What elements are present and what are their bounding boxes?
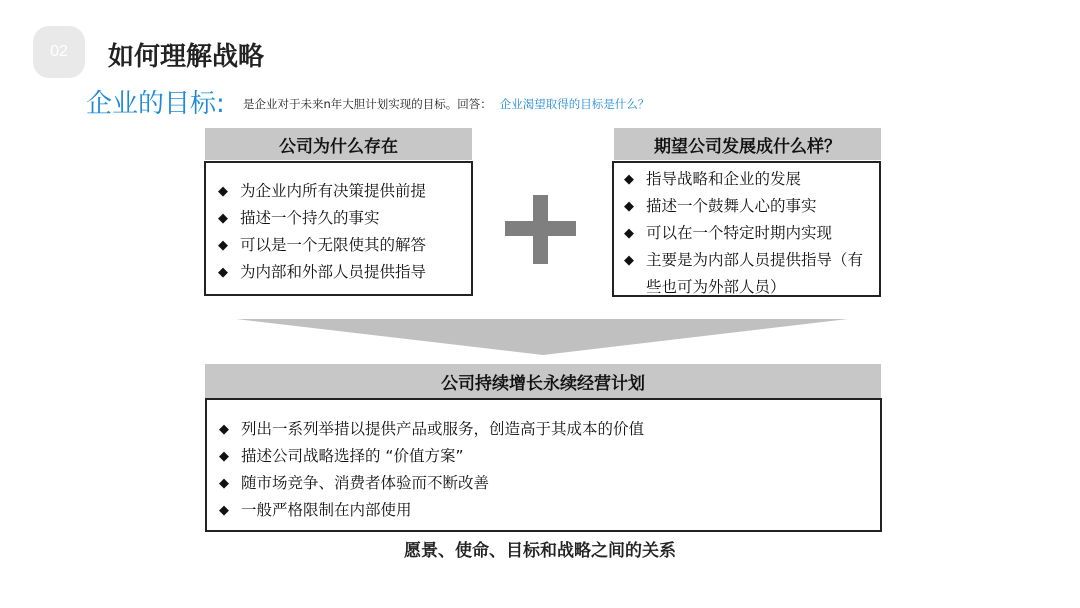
list-item-text: 为企业内所有决策提供前提 — [240, 182, 427, 200]
list-item-text: 随市场竞争、消费者体验而不断改善 — [241, 474, 490, 492]
list-item — [219, 416, 880, 443]
goal-question: 企业渴望取得的目标是什么？ — [499, 97, 650, 111]
diamond-bullet-icon: ◆ — [219, 503, 229, 518]
list-item — [218, 205, 471, 232]
list-item-text: 主要是为内部人员提供指导（有些也可为外部人员） — [646, 251, 864, 296]
diagram-caption: 愿景、使命、目标和战略之间的关系 — [404, 541, 676, 561]
diamond-bullet-icon: ◆ — [624, 172, 634, 187]
list-item — [218, 232, 471, 259]
diamond-bullet-icon: ◆ — [624, 226, 634, 241]
diamond-bullet-icon: ◆ — [218, 211, 228, 226]
list-item-text: 可以在一个特定时期内实现 — [646, 224, 833, 242]
diamond-bullet-icon: ◆ — [218, 238, 228, 253]
plus-icon-vertical — [533, 195, 548, 264]
diamond-bullet-icon: ◆ — [219, 449, 229, 464]
goal-description — [243, 96, 649, 112]
diamond-bullet-icon: ◆ — [219, 422, 229, 437]
goal-label: 企业的目标: — [86, 89, 225, 119]
list-item — [219, 497, 880, 524]
list-item — [624, 193, 871, 220]
list-item-text: 可以是一个无限使其的解答 — [240, 236, 427, 254]
expectation-header: 期望公司发展成什么样？ — [614, 128, 881, 160]
diamond-bullet-icon: ◆ — [218, 265, 228, 280]
list-item-text: 一般严格限制在内部使用 — [241, 501, 412, 519]
list-item-text: 指导战略和企业的发展 — [646, 170, 802, 188]
list-item — [219, 470, 880, 497]
list-item — [624, 247, 871, 301]
list-item — [624, 166, 871, 193]
diamond-bullet-icon: ◆ — [624, 253, 634, 268]
strategy-plan-header: 公司持续增长永续经营计划 — [205, 364, 881, 398]
slide-number-badge: 02 — [33, 26, 85, 78]
diamond-bullet-icon: ◆ — [218, 184, 228, 199]
strategy-plan-box — [205, 398, 882, 532]
page-title: 如何理解战略 — [108, 42, 265, 72]
goal-description-text: 是企业对于未来n年大胆计划实现的目标。回答： — [243, 97, 492, 111]
diamond-bullet-icon: ◆ — [219, 476, 229, 491]
list-item-text: 为内部和外部人员提供指导 — [240, 263, 427, 281]
list-item-text: 描述一个持久的事实 — [240, 209, 380, 227]
list-item-text: 描述公司战略选择的 “价值方案” — [241, 447, 464, 465]
expectation-box — [612, 161, 881, 297]
list-item-text: 列出一系列举措以提供产品或服务，创造高于其成本的价值 — [241, 420, 645, 438]
list-item — [218, 178, 471, 205]
why-exist-header: 公司为什么存在 — [205, 128, 472, 160]
list-item — [218, 259, 471, 286]
list-item-text: 描述一个鼓舞人心的事实 — [646, 197, 817, 215]
diamond-bullet-icon: ◆ — [624, 199, 634, 214]
why-exist-box — [204, 161, 473, 296]
list-item — [624, 220, 871, 247]
list-item — [219, 443, 880, 470]
